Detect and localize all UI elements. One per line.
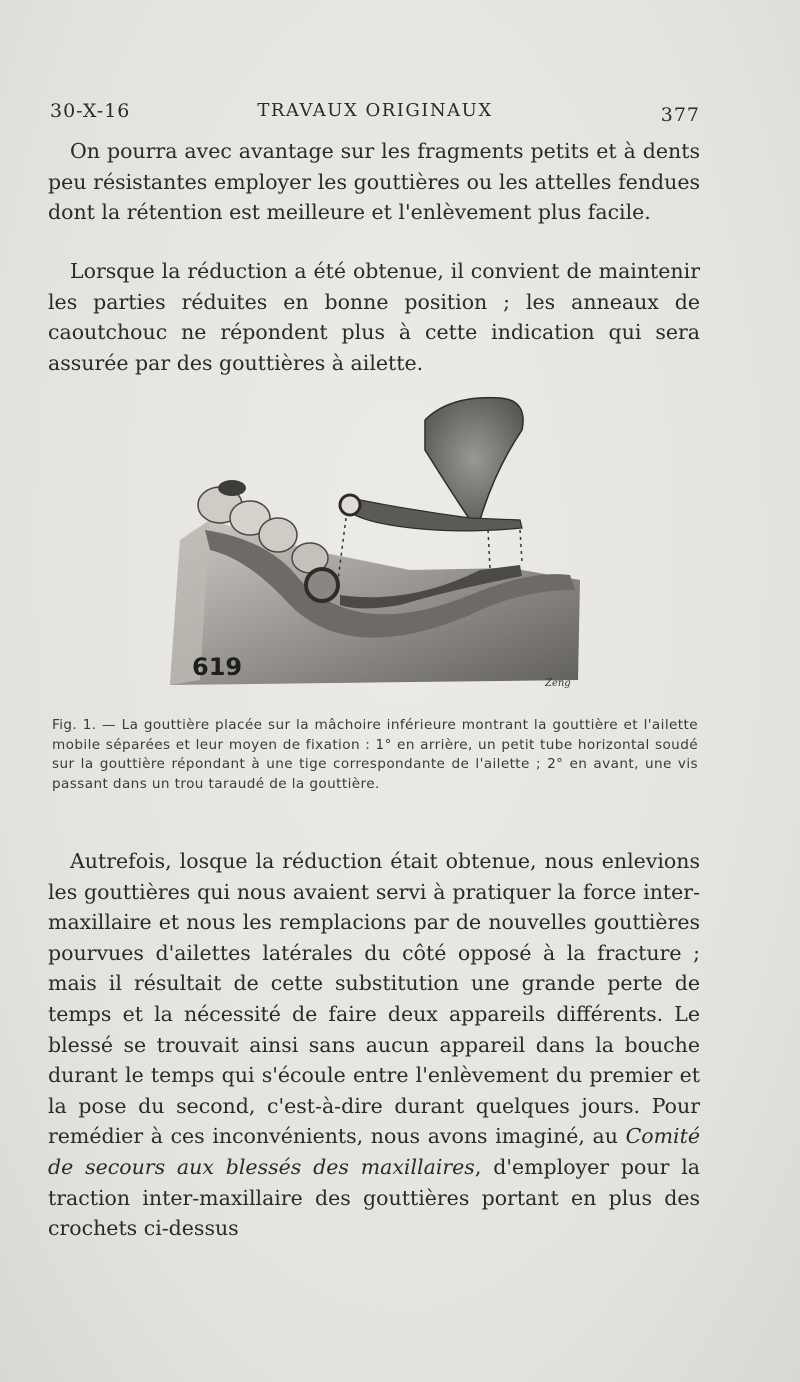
paragraph-3 bbox=[48, 846, 700, 1244]
page-number: 377 bbox=[660, 104, 700, 126]
model-number: 619 bbox=[192, 653, 243, 681]
jaw-splint-illustration bbox=[150, 390, 590, 700]
paragraph-3-text-b: , d'employer pour la traction inter-maxillaire des gouttières portant en plus des crochets ci-dessus bbox=[48, 1154, 700, 1241]
figure-jaw-splint bbox=[150, 390, 590, 700]
paragraph-3-italic: Comité de secours aux blessés des maxillaires bbox=[48, 1124, 700, 1179]
paragraph-2: Lorsque la réduction a été obtenue, il convient de maintenir les parties réduites en bonne position ; les anneaux de caoutchouc ne répondent plus à cette indication qui sera assurée par des gouttières à ailette. bbox=[48, 259, 700, 375]
paragraph-3-text-a: Autrefois, losque la réduction était obtenue, nous enlevions les gouttières qui nous avaient servi à pratiquer la force inter-maxillaire et nous les remplacions par de nouvelles gouttières pourvues d'ailettes latérales du côté opposé à la fracture ; mais il résultait de cette substitution une grande perte de temps et la nécessité de faire deux appareils différents. Le blessé se trouvait ainsi sans aucun appareil dans la bouche durant le temps qui s'écoule entre l'enlèvement du premier et la pose du second, c'est-à-dire durant quelques jours. Pour remédier à ces inconvénients, nous avons imaginé, au bbox=[48, 849, 700, 1149]
engraver-signature: Zeng bbox=[545, 678, 571, 689]
figure-caption: Fig. 1. — La gouttière placée sur la mâchoire inférieure montrant la gouttière et l'ailette mobile séparées et leur moyen de fixation : 1° en arrière, un petit tube horizontal soudé sur la gouttière répondant à une tige correspondante de l'ailette ; 2° en avant, une vis passant dans un trou taraudé de la gouttière. bbox=[52, 717, 698, 792]
paragraph-1: On pourra avec avantage sur les fragments petits et à dents peu résistantes employer les gouttières ou les attelles fendues dont la rétention est meilleure et l'enlèvement plus facile. bbox=[48, 139, 700, 224]
running-header bbox=[50, 100, 700, 128]
header-title: TRAVAUX ORIGINAUX bbox=[257, 100, 493, 121]
header-date: 30-X-16 bbox=[50, 100, 131, 122]
